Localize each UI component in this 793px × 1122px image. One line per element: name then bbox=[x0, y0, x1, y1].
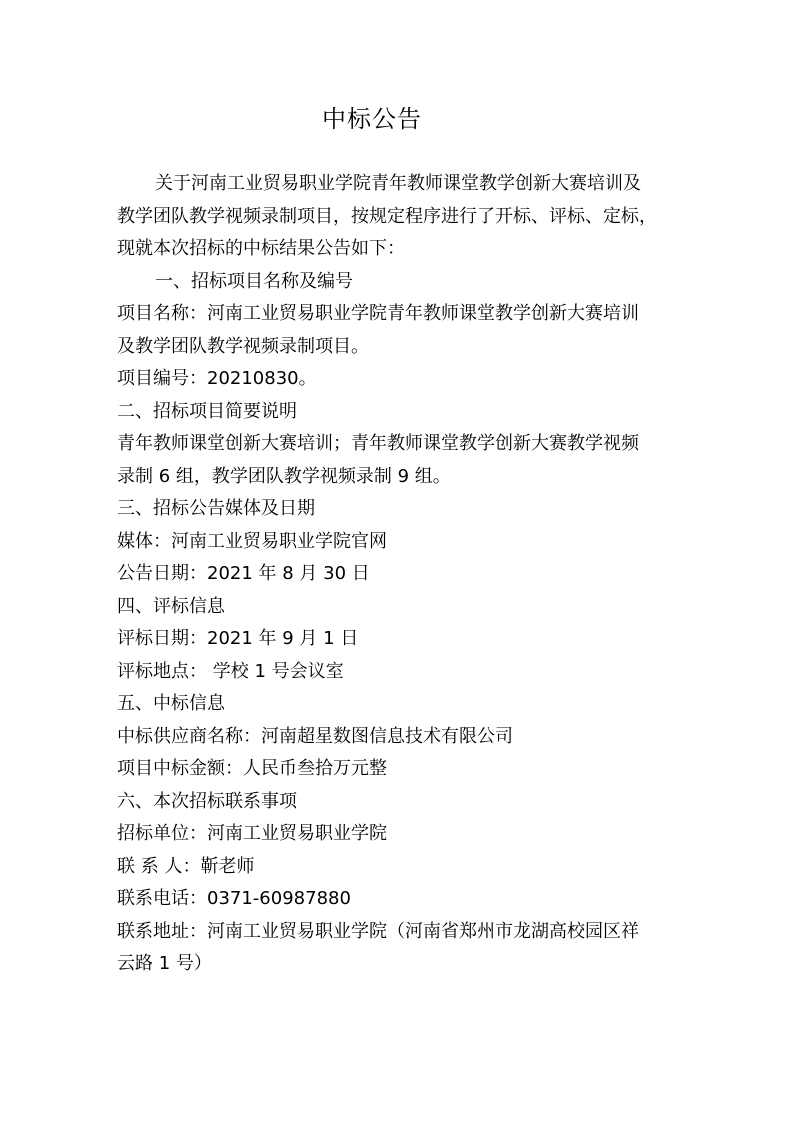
contact-address-line: 联系地址：河南工业贸易职业学院（河南省郑州市龙湖高校园区祥 bbox=[117, 920, 639, 942]
contact-phone-line: 联系电话：0371-60987880 bbox=[117, 888, 351, 909]
winning-supplier-line: 中标供应商名称：河南超星数图信息技术有限公司 bbox=[117, 725, 513, 747]
evaluation-location-line: 评标地点： 学校 1 号会议室 bbox=[117, 660, 344, 682]
section-heading-2: 二、招标项目简要说明 bbox=[117, 400, 297, 422]
section-heading-6: 六、本次招标联系事项 bbox=[117, 790, 297, 812]
project-name-line: 及教学团队教学视频录制项目。 bbox=[117, 335, 369, 357]
intro-line: 关于河南工业贸易职业学院青年教师课堂教学创新大赛培训及 bbox=[155, 173, 641, 194]
media-line: 媒体：河南工业贸易职业学院官网 bbox=[117, 530, 387, 552]
intro-line: 教学团队教学视频录制项目，按规定程序进行了开标、评标、定标， bbox=[117, 205, 657, 227]
evaluation-date-line: 评标日期：2021 年 9 月 1 日 bbox=[117, 628, 359, 649]
document-title: 中标公告 bbox=[322, 105, 422, 133]
section-heading-1: 一、招标项目名称及编号 bbox=[155, 270, 353, 292]
document-body bbox=[117, 168, 677, 981]
announcement-date-line: 公告日期：2021 年 8 月 30 日 bbox=[117, 563, 370, 584]
contact-address-line: 云路 1 号） bbox=[117, 953, 212, 974]
winning-amount-line: 项目中标金额：人民币叁拾万元整 bbox=[117, 758, 387, 779]
section-heading-3: 三、招标公告媒体及日期 bbox=[117, 498, 315, 519]
description-line: 录制 6 组，教学团队教学视频录制 9 组。 bbox=[117, 465, 451, 487]
section-heading-4: 四、评标信息 bbox=[117, 595, 225, 617]
contact-person-line: 联 系 人：靳老师 bbox=[117, 855, 255, 877]
intro-line: 现就本次招标的中标结果公告如下： bbox=[117, 238, 405, 259]
tendering-unit-line: 招标单位：河南工业贸易职业学院 bbox=[117, 823, 387, 844]
section-heading-5: 五、中标信息 bbox=[117, 693, 225, 714]
project-number-line: 项目编号：20210830。 bbox=[117, 368, 317, 389]
project-name-line: 项目名称：河南工业贸易职业学院青年教师课堂教学创新大赛培训 bbox=[117, 303, 639, 324]
description-line: 青年教师课堂创新大赛培训；青年教师课堂教学创新大赛教学视频 bbox=[117, 433, 639, 454]
